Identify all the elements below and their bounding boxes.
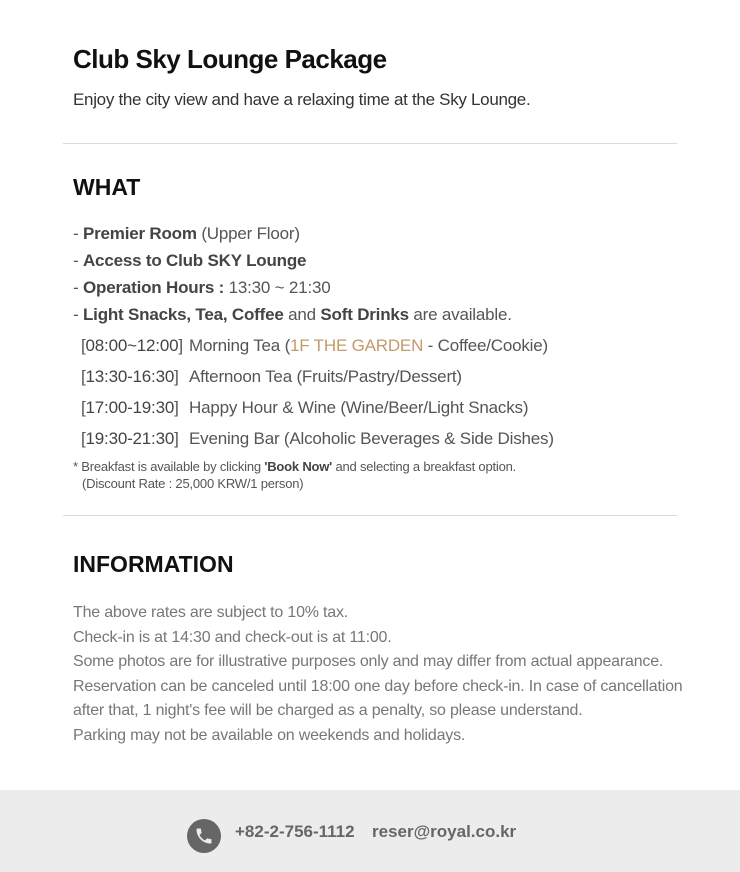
divider (63, 515, 677, 516)
what-item-snacks: - Light Snacks, Tea, Coffee and Soft Drinks are available. (73, 305, 512, 324)
schedule-time: [13:30-16:30] (81, 367, 179, 386)
schedule-row (81, 364, 691, 395)
page-title: Club Sky Lounge Package (73, 44, 387, 74)
email-address[interactable]: reser@royal.co.kr (372, 822, 517, 841)
what-item-room: - Premier Room (Upper Floor) (73, 224, 300, 243)
schedule-time: [08:00~12:00] (81, 336, 183, 355)
schedule-label: Happy Hour & Wine (Wine/Beer/Light Snacks) (189, 398, 529, 417)
schedule-label: Evening Bar (Alcoholic Beverages & Side Dishes) (189, 429, 554, 448)
schedule-time: [19:30-21:30] (81, 429, 179, 448)
lounge-schedule (81, 333, 691, 457)
breakfast-note: * Breakfast is available by clicking 'Book Now' and selecting a breakfast option. (Discount Rate : 25,000 KRW/1 person) (73, 459, 517, 491)
page-subtitle: Enjoy the city view and have a relaxing time at the Sky Lounge. (73, 90, 531, 109)
what-list (73, 221, 683, 329)
info-line: Check-in is at 14:30 and check-out is at 11:00. (73, 628, 392, 646)
info-line: Reservation can be canceled until 18:00 one day before check-in. In case of cancellation after that, 1 night's fee will be charged as a penalty, so please understand. (73, 677, 683, 719)
divider (63, 143, 677, 144)
schedule-label: Morning Tea ( (189, 336, 291, 355)
schedule-label: Afternoon Tea (Fruits/Pastry/Dessert) (189, 367, 462, 386)
information-heading: INFORMATION (73, 551, 234, 577)
phone-icon (187, 819, 221, 853)
what-item-lounge-access: - Access to Club SKY Lounge (73, 251, 307, 270)
info-line: Parking may not be available on weekends and holidays. (73, 726, 466, 744)
package-header (73, 42, 673, 111)
contact-footer (0, 790, 740, 872)
schedule-row (81, 426, 691, 457)
garden-link: 1F THE GARDEN (290, 336, 424, 355)
phone-number[interactable]: +82-2-756-1112 (235, 822, 355, 841)
schedule-row: [08:00~12:00] Morning Tea (1F THE GARDEN - Coffee/Cookie) (81, 333, 691, 364)
schedule-row (81, 395, 691, 426)
info-line: Some photos are for illustrative purposes only and may differ from actual appearance. (73, 653, 664, 670)
what-heading: WHAT (73, 174, 141, 200)
schedule-time: [17:00-19:30] (81, 398, 179, 417)
information-list (73, 601, 683, 748)
info-line: The above rates are subject to 10% tax. (73, 604, 349, 621)
what-item-operation-hours: - Operation Hours : 13:30 ~ 21:30 (73, 278, 331, 297)
discount-rate: (Discount Rate : 25,000 KRW/1 person) (82, 476, 304, 491)
